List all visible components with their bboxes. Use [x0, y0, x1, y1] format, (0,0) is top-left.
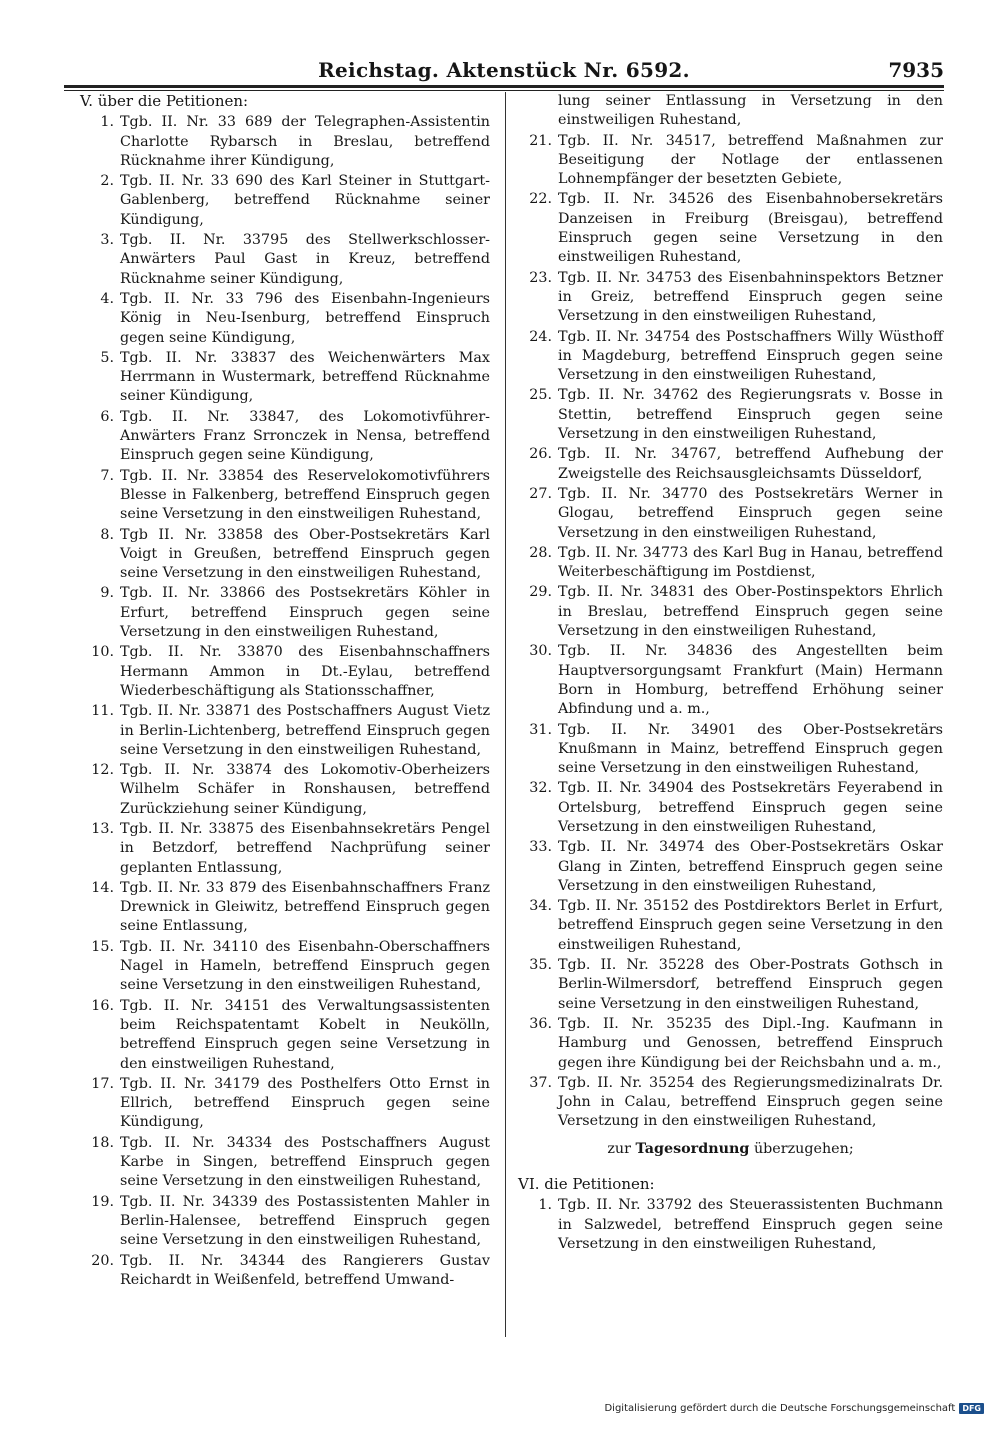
item-number: 4.	[100, 290, 114, 307]
left-column	[80, 92, 490, 1291]
section-heading-vi: VI. die Petitionen:	[518, 1175, 655, 1194]
item-text: Tgb. II. Nr. 34770 des Postsekretärs Werner in Glogau, betreffend Einspruch gegen seine Versetzung in den einstweiligen Ruhestand,	[558, 485, 943, 541]
item-number: 1.	[100, 114, 114, 131]
item-text: Tgb. II. Nr. 33792 des Steuerassistenten Buchmann in Salzwedel, betreffend Einspruch gegen seine Versetzung in den einstweiligen Ruhestand,	[558, 1197, 943, 1252]
petition-item	[518, 1015, 943, 1073]
petition-item	[80, 408, 490, 466]
petition-item	[518, 328, 943, 386]
petition-item	[80, 349, 490, 407]
item-text: Tgb. II. Nr. 33 879 des Eisenbahnschaffners Franz Drewnick in Gleiwitz, betreffend Einspruch gegen seine Entlassung,	[120, 879, 490, 935]
item-text: Tgb. II. Nr. 34754 des Postschaffners Willy Wüsthoff in Magdeburg, betreffend Einspruch gegen seine Versetzung in den einstweiligen Ruhestand,	[558, 328, 943, 384]
petition-item	[80, 113, 490, 171]
item-number: 14.	[91, 879, 114, 896]
petition-item	[518, 1074, 943, 1132]
item-text: Tgb. II. Nr. 34901 des Ober-Postsekretärs Knußmann in Mainz, betreffend Einspruch gegen seine Versetzung in den einstweiligen Ruhestand,	[558, 721, 943, 777]
item-number: 33.	[529, 839, 552, 856]
item-number: 12.	[91, 762, 114, 779]
item-number: 8.	[100, 526, 114, 543]
item-number: 34.	[529, 898, 552, 915]
item-text: Tgb. II. Nr. 33871 des Postschaffners August Vietz in Berlin-Lichtenberg, betreffend Einspruch gegen seine Versetzung in den einstweiligen Ruhestand,	[120, 703, 490, 758]
item-text: Tgb. II. Nr. 33870 des Eisenbahnschaffners Hermann Ammon in Dt.-Eylau, betreffend Wiederbeschäftigung als Stationsschaffner,	[120, 644, 490, 699]
right-column	[518, 92, 943, 1255]
item-text: Tgb. II. Nr. 34974 des Ober-Postsekretärs Oskar Glang in Zinten, betreffend Einspruch gegen seine Versetzung in den einstweiligen Ruhestand,	[558, 839, 943, 894]
petition-item	[80, 938, 490, 996]
item-number: 35.	[529, 957, 552, 974]
item-text: Tgb. II. Nr. 33854 des Reservelokomotivführers Blesse in Falkenberg, betreffend Einspruch gegen seine Versetzung in den einstweiligen Ruhestand,	[120, 467, 490, 523]
petition-item	[80, 702, 490, 760]
item-text: Tgb. II. Nr. 34762 des Regierungsrats v. Bosse in Stettin, betreffend Einspruch gegen seine Versetzung in den einstweiligen Ruhestand,	[558, 387, 943, 443]
item-text: Tgb. II. Nr. 34831 des Ober-Postinspektors Ehrlich in Breslau, betreffend Einspruch gegen seine Versetzung in den einstweiligen Ruhestand,	[558, 584, 943, 640]
item-number: 30.	[529, 643, 552, 660]
item-text: Tgb. II. Nr. 33847, des Lokomotivführer-Anwärters Franz Srronczek in Nensa, betreffend Einspruch gegen seine Kündigung,	[120, 408, 490, 464]
petition-item	[80, 1134, 490, 1192]
petition-item	[518, 583, 943, 641]
item-text: Tgb. II. Nr. 35235 des Dipl.-Ing. Kaufmann in Hamburg und Genossen, betreffend Einspruch gegen ihre Kündigung bei der Reichsbahn und a. m.,	[558, 1015, 943, 1071]
item-continuation: lung seiner Entlassung in Versetzung in den einstweiligen Ruhestand,	[558, 93, 943, 129]
petition-item	[80, 584, 490, 642]
petition-item	[80, 1252, 490, 1291]
petition-item	[518, 642, 943, 719]
dfg-logo-icon: DFG	[959, 1403, 984, 1414]
item-number: 24.	[529, 328, 552, 345]
item-number: 18.	[91, 1134, 114, 1151]
petition-item	[80, 231, 490, 289]
page-number: 7935	[888, 58, 944, 82]
item-text: Tgb. II. Nr. 34334 des Postschaffners August Karbe in Singen, betreffend Einspruch gegen seine Versetzung in den einstweiligen Ruhestand,	[120, 1134, 490, 1190]
item-number: 15.	[91, 938, 114, 955]
closing-line	[518, 1140, 943, 1159]
item-text: Tgb. II. Nr. 33875 des Eisenbahnsekretärs Pengel in Betzdorf, betreffend Nachprüfung seiner geplanten Entlassung,	[120, 820, 490, 876]
petition-item	[518, 132, 943, 190]
petition-item	[518, 779, 943, 837]
closing-post: überzugehen;	[753, 1140, 854, 1157]
item-number: 28.	[529, 544, 552, 561]
item-text: Tgb. II. Nr. 34151 des Verwaltungsassistenten beim Reichspatentamt Kobelt in Neukölln, betreffend Einspruch gegen seine Versetzung in den einstweiligen Ruhestand,	[120, 997, 490, 1072]
page-header	[64, 58, 944, 84]
item-text: Tgb. II. Nr. 34753 des Eisenbahninspektors Betzner in Greiz, betreffend Einspruch gegen seine Versetzung in den einstweiligen Ruhestand,	[558, 269, 943, 325]
petition-item	[518, 721, 943, 779]
item-number: 27.	[529, 485, 552, 502]
section-heading-v: V. über die Petitionen:	[80, 92, 249, 110]
item-text: Tgb. II. Nr. 34773 des Karl Bug in Hanau, betreffend Weiterbeschäftigung im Postdienst,	[558, 544, 943, 581]
item-number: 36.	[529, 1015, 552, 1032]
item-number: 31.	[529, 721, 552, 738]
item-number: 19.	[91, 1193, 114, 1210]
item-text: Tgb. II. Nr. 33837 des Weichenwärters Max Herrmann in Wustermark, betreffend Rücknahme seiner Kündigung,	[120, 349, 490, 405]
item-number: 2.	[100, 173, 114, 190]
petition-item	[518, 897, 943, 955]
item-text: Tgb. II. Nr. 34904 des Postsekretärs Feyerabend in Ortelsburg, betreffend Einspruch gegen seine Versetzung in den einstweiligen Ruhestand,	[558, 780, 943, 835]
petition-item	[518, 956, 943, 1014]
item-text: Tgb. II. Nr. 34179 des Posthelfers Otto Ernst in Ellrich, betreffend Einspruch gegen seine Kündigung,	[120, 1075, 490, 1131]
item-text: Tgb II. Nr. 33858 des Ober-Postsekretärs Karl Voigt in Greußen, betreffend Einspruch gegen seine Versetzung in den einstweiligen Ruhestand,	[120, 526, 490, 582]
item-text: Tgb. II. Nr. 33 796 des Eisenbahn-Ingenieurs König in Neu-Isenburg, betreffend Einspruch gegen seine Kündigung,	[120, 290, 490, 346]
footer-text: Digitalisierung gefördert durch die Deutsche Forschungsgemeinschaft	[604, 1403, 956, 1414]
petition-item	[80, 879, 490, 937]
item-number: 37.	[529, 1074, 552, 1091]
header-title: Reichstag. Aktenstück Nr. 6592.	[318, 58, 690, 82]
item-text: Tgb. II. Nr. 34517, betreffend Maßnahmen zur Beseitigung der Notlage der entlassenen Lohnempfänger der besetzten Gebiete,	[558, 132, 943, 188]
petition-item	[518, 1196, 943, 1254]
item-number: 32.	[529, 780, 552, 797]
item-number: 3.	[100, 232, 114, 249]
closing-pre: zur	[607, 1140, 631, 1157]
petition-item	[80, 643, 490, 701]
item-text: Tgb. II. Nr. 34767, betreffend Aufhebung der Zweigstelle des Reichsausgleichsamts Düsseldorf,	[558, 446, 943, 482]
petition-item	[80, 290, 490, 348]
item-number: 10.	[91, 644, 114, 661]
petition-item	[80, 1193, 490, 1251]
petition-item	[518, 190, 943, 267]
petition-item	[80, 761, 490, 819]
petition-item	[518, 445, 943, 484]
petition-item	[518, 544, 943, 583]
item-number: 22.	[529, 191, 552, 208]
item-number: 21.	[529, 132, 552, 149]
item-text: Tgb. II. Nr. 34526 des Eisenbahnobersekretärs Danzeisen in Freiburg (Breisgau), betreffend Einspruch gegen seine Versetzung in den einstweiligen Ruhestand,	[558, 191, 943, 266]
item-number: 9.	[100, 585, 114, 602]
item-number: 23.	[529, 269, 552, 286]
item-number: 6.	[100, 408, 114, 425]
item-text: Tgb. II. Nr. 33866 des Postsekretärs Köhler in Erfurt, betreffend Einspruch gegen seine Versetzung in den einstweiligen Ruhestand,	[120, 585, 490, 641]
header-rule	[64, 85, 944, 91]
petition-item	[80, 467, 490, 525]
item-text: Tgb. II. Nr. 34836 des Angestellten beim Hauptversorgungsamt Frankfurt (Main) Hermann Born in Homburg, betreffend Erhöhung seiner Abfindung und a. m.,	[558, 643, 943, 718]
item-text: Tgb. II. Nr. 34110 des Eisenbahn-Oberschaffners Nagel in Hameln, betreffend Einspruch gegen seine Versetzung in den einstweiligen Ruhestand,	[120, 938, 490, 994]
item-text: Tgb. II. Nr. 35228 des Ober-Postrats Gothsch in Berlin-Wilmersdorf, betreffend Einspruch gegen seine Versetzung in den einstweiligen Ruhestand,	[558, 957, 943, 1012]
petition-item	[518, 269, 943, 327]
item-number: 16.	[91, 997, 114, 1014]
item-number: 29.	[529, 584, 552, 601]
petition-item	[80, 526, 490, 584]
item-text: Tgb. II. Nr. 35152 des Postdirektors Berlet in Erfurt, betreffend Einspruch gegen seine Versetzung in den einstweiligen Ruhestand,	[558, 898, 943, 953]
item-number: 7.	[100, 467, 114, 484]
petition-item	[80, 820, 490, 878]
petition-item	[80, 172, 490, 230]
petition-item	[80, 1075, 490, 1133]
closing-bold: Tagesordnung	[635, 1140, 750, 1157]
item-number: 11.	[91, 703, 114, 720]
item-number: 20.	[91, 1252, 114, 1269]
item-number: 26.	[529, 446, 552, 463]
item-text: Tgb. II. Nr. 33795 des Stellwerkschlosser-Anwärters Paul Gast in Kreuz, betreffend Rücknahme seiner Kündigung,	[120, 232, 490, 287]
page-footer	[604, 1403, 984, 1414]
column-divider	[505, 92, 506, 1337]
item-text: Tgb. II. Nr. 33874 des Lokomotiv-Oberheizers Wilhelm Schäfer in Ronshausen, betreffend Zurückziehung seiner Kündigung,	[120, 762, 490, 817]
item-text: Tgb. II. Nr. 34339 des Postassistenten Mahler in Berlin-Halensee, betreffend Einspruch gegen seine Versetzung in den einstweiligen Ruhestand,	[120, 1193, 490, 1249]
item-number: 25.	[529, 387, 552, 404]
item-text: Tgb. II. Nr. 33 690 des Karl Steiner in Stuttgart-Gablenberg, betreffend Rücknahme seiner Kündigung,	[120, 173, 490, 228]
item-number: 1.	[538, 1197, 552, 1214]
petition-item	[80, 997, 490, 1074]
petition-item	[518, 838, 943, 896]
item-number: 17.	[91, 1075, 114, 1092]
item-number: 13.	[91, 820, 114, 837]
item-number: 5.	[100, 349, 114, 366]
petition-item	[518, 485, 943, 543]
item-text: Tgb. II. Nr. 33 689 der Telegraphen-Assistentin Charlotte Rybarsch in Breslau, betreffend Rücknahme ihrer Kündigung,	[120, 114, 490, 169]
item-text: Tgb. II. Nr. 35254 des Regierungsmedizinalrats Dr. John in Calau, betreffend Einspruch gegen seine Versetzung in den einstweiligen Ruhestand,	[558, 1074, 943, 1130]
petition-item	[518, 386, 943, 444]
item-text: Tgb. II. Nr. 34344 des Rangierers Gustav Reichardt in Weißenfeld, betreffend Umwand-	[120, 1252, 490, 1288]
